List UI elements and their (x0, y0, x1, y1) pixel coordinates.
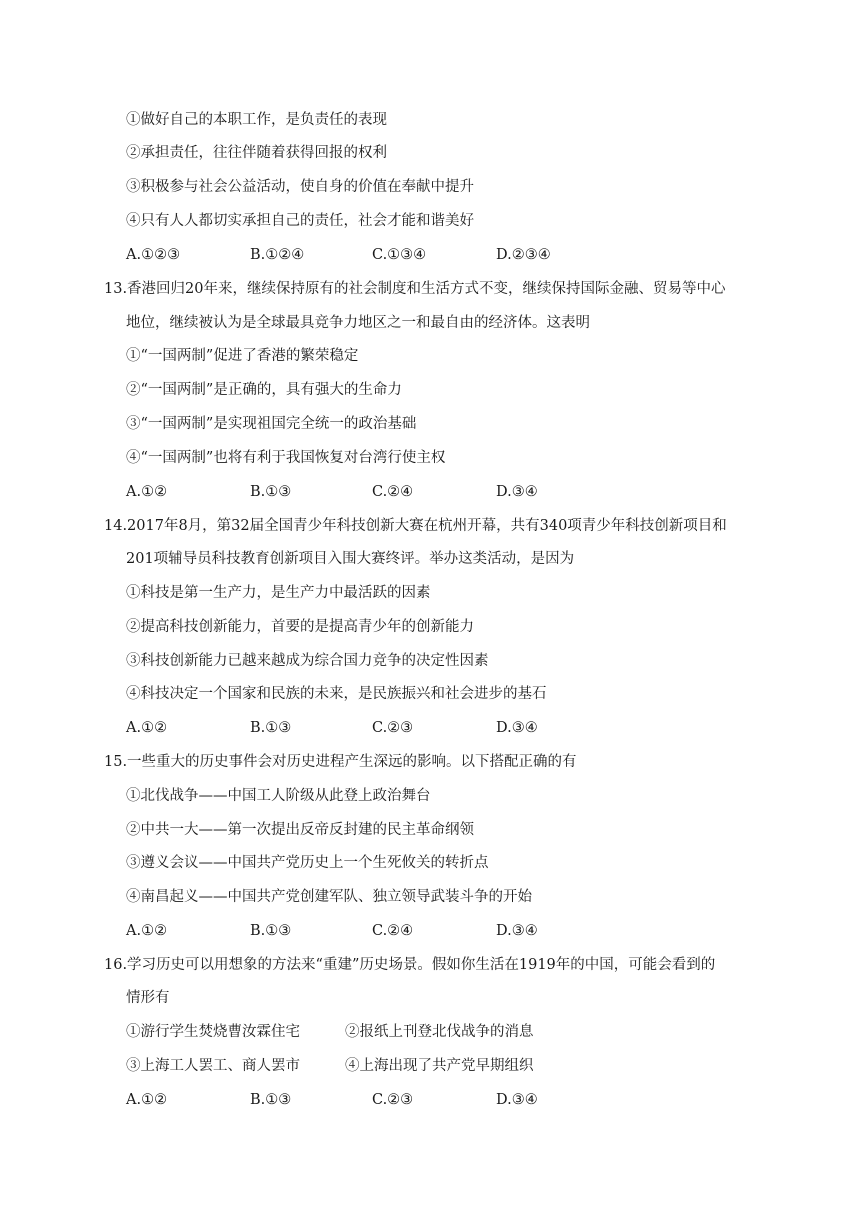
q13-stem-line-1: 13.香港回归20年来，继续保持原有的社会制度和生活方式不变，继续保持国际金融、贸易等中心 (104, 281, 726, 297)
q12-choice-b: B.①②④ (250, 247, 305, 263)
q14-stem-line-2: 201项辅导员科技教育创新项目入围大赛终评。举办这类活动，是因为 (126, 551, 575, 567)
q16-choice-a: A.①② (126, 1092, 168, 1108)
q15-choice-d: D.③④ (496, 923, 538, 939)
q13-choice-a: A.①② (126, 484, 168, 500)
q15-choice-a: A.①② (126, 923, 168, 939)
q13-choice-c: C.②④ (372, 484, 414, 500)
q14-stem-line-1: 14.2017年8月，第32届全国青少年科技创新大赛在杭州开幕，共有340项青少年科技创新项目和 (104, 518, 727, 534)
q14-choice-a: A.①② (126, 720, 168, 736)
q13-option-2: ②“一国两制”是正确的，具有强大的生命力 (126, 382, 402, 398)
q13-choice-b: B.①③ (250, 484, 292, 500)
q13-option-3: ③“一国两制”是实现祖国完全统一的政治基础 (126, 416, 417, 432)
q15-option-3: ③遵义会议——中国共产党历史上一个生死攸关的转折点 (126, 855, 489, 871)
q12-option-4: ④只有人人都切实承担自己的责任，社会才能和谐美好 (126, 213, 474, 229)
q15-choice-c: C.②④ (372, 923, 414, 939)
q13-stem-line-2: 地位，继续被认为是全球最具竞争力地区之一和最自由的经济体。这表明 (126, 315, 590, 331)
q12-option-3: ③积极参与社会公益活动，使自身的价值在奉献中提升 (126, 179, 474, 195)
q16-choice-c: C.②③ (372, 1092, 414, 1108)
q14-choice-c: C.②③ (372, 720, 414, 736)
q16-stem-line-1: 16.学习历史可以用想象的方法来“重建”历史场景。假如你生活在1919年的中国，可能会看到的 (104, 957, 716, 973)
q13-option-1: ①“一国两制”促进了香港的繁荣稳定 (126, 348, 359, 364)
q15-option-1: ①北伐战争——中国工人阶级从此登上政治舞台 (126, 788, 431, 804)
q16-stem-line-2: 情形有 (126, 990, 170, 1006)
q15-option-4: ④南昌起义——中国共产党创建军队、独立领导武装斗争的开始 (126, 889, 532, 905)
q14-option-1: ①科技是第一生产力，是生产力中最活跃的因素 (126, 585, 431, 601)
q16-option-1: ①游行学生焚烧曹汝霖住宅 (126, 1024, 300, 1040)
q13-choice-d: D.③④ (496, 484, 538, 500)
q14-choice-d: D.③④ (496, 720, 538, 736)
q12-option-2: ②承担责任，往往伴随着获得回报的权利 (126, 145, 387, 161)
q14-option-4: ④科技决定一个国家和民族的未来，是民族振兴和社会进步的基石 (126, 686, 547, 702)
q15-stem-line-1: 15.一些重大的历史事件会对历史进程产生深远的影响。以下搭配正确的有 (104, 754, 577, 770)
q14-option-2: ②提高科技创新能力，首要的是提高青少年的创新能力 (126, 619, 474, 635)
q14-option-3: ③科技创新能力已越来越成为综合国力竞争的决定性因素 (126, 653, 489, 669)
q12-choice-d: D.②③④ (496, 247, 551, 263)
q16-option-4: ④上海出现了共产党早期组织 (345, 1058, 534, 1074)
q14-choice-b: B.①③ (250, 720, 292, 736)
q16-option-3: ③上海工人罢工、商人罢市 (126, 1058, 300, 1074)
q16-option-2: ②报纸上刊登北伐战争的消息 (345, 1024, 534, 1040)
q13-option-4: ④“一国两制”也将有利于我国恢复对台湾行使主权 (126, 450, 446, 466)
q12-option-1: ①做好自己的本职工作，是负责任的表现 (126, 112, 387, 128)
q12-choice-c: C.①③④ (372, 247, 427, 263)
q15-choice-b: B.①③ (250, 923, 292, 939)
q15-option-2: ②中共一大——第一次提出反帝反封建的民主革命纲领 (126, 822, 474, 838)
q16-choice-b: B.①③ (250, 1092, 292, 1108)
q12-choice-a: A.①②③ (126, 247, 181, 263)
q16-choice-d: D.③④ (496, 1092, 538, 1108)
